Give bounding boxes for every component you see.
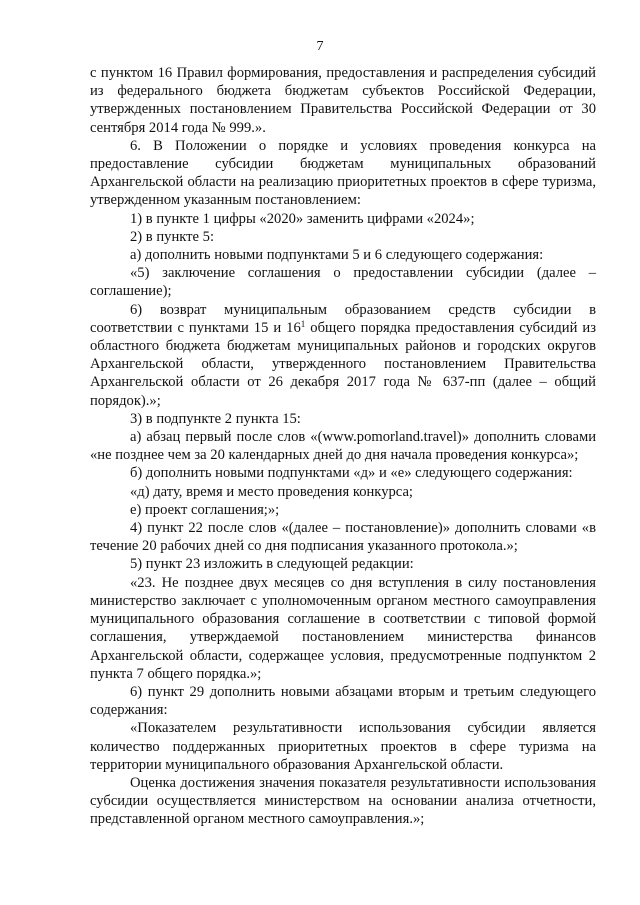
paragraph-subitem-2a: а) дополнить новыми подпунктами 5 и 6 следующего содержания: xyxy=(130,247,544,264)
paragraph-subitem-3b: б) дополнить новыми подпунктами «д» и «е» следующего содержания: xyxy=(130,465,573,482)
paragraph-subitem-1: 1) в пункте 1 цифры «2020» заменить цифрами «2024»; xyxy=(130,210,475,227)
paragraph-continuation: с пунктом 16 Правил формирования, предоставления и распределения субсидий из федерального бюджета бюджетам субъектов Российской Федерации, утвержденных постановлением Правительства Российской Федерации от 30 сентября 2014 года № 999.». xyxy=(90,65,596,136)
paragraph-quote-23: «23. Не позднее двух месяцев со дня вступления в силу постановления министерство заключает с уполномоченным органом местного самоуправления муниципального образования соглашение в соответствии с типовой формой соглашения, утверждаемой постановлением министерства финансов Архангельской области, содержащее условия, предусмотренные подпунктом 2 пункта 7 общего порядка.»; xyxy=(90,574,596,682)
paragraph-quote-e: е) проект соглашения;»; xyxy=(130,501,280,518)
paragraph-item-6: 6. В Положении о порядке и условиях проведения конкурса на предоставление субсидии бюджетам муниципальных образований Архангельской области на реализацию приоритетных проектов в сфере туризма, утвержденном указанным постановлением: xyxy=(90,137,596,209)
paragraph-subitem-2: 2) в пункте 5: xyxy=(130,228,215,245)
superscript-index: 1 xyxy=(300,318,306,329)
paragraph-quote-d: «д) дату, время и место проведения конкурса; xyxy=(130,483,413,500)
paragraph-quote-6 xyxy=(90,301,596,410)
paragraph-subitem-4: 4) пункт 22 после слов «(далее – постановление)» дополнить словами «в течение 20 рабочих дней со дня подписания указанного протокола.»; xyxy=(90,520,596,555)
paragraph-quote-6-text-after: общего порядка предоставления субсидий из областного бюджета бюджетам муниципальных районов и городских округов Архангельской области, утвержденного постановлением Правительства Архангельской области от 26 декабря 2017 года № 637-пп (далее – общий порядок).»; xyxy=(90,319,596,409)
paragraph-quote-6-text-before: 6) возврат муниципальным образованием средств субсидии в соответствии с пунктами 15 и 16 xyxy=(90,301,596,336)
paragraph-quote-indicator: «Показателем результативности использования субсидии является количество поддержанных приоритетных проектов в сфере туризма на территории муниципального образования Архангельской области. xyxy=(90,720,596,773)
paragraph-subitem-5: 5) пункт 23 изложить в следующей редакции: xyxy=(130,556,414,573)
paragraph-quote-evaluation: Оценка достижения значения показателя результативности использования субсидии осуществляется министерством на основании анализа отчетности, представленной органом местного самоуправления.»; xyxy=(90,774,596,828)
paragraph-quote-5: «5) заключение соглашения о предоставлении субсидии (далее – соглашение); xyxy=(90,265,596,300)
paragraph-subitem-3: 3) в подпункте 2 пункта 15: xyxy=(130,410,301,427)
paragraph-subitem-3a: а) абзац первый после слов «(www.pomorland.travel)» дополнить словами «не позднее чем за 20 календарных дней до дня начала проведения конкурса»; xyxy=(90,429,596,464)
page-number: 7 xyxy=(316,39,324,54)
paragraph-subitem-6: 6) пункт 29 дополнить новыми абзацами вторым и третьим следующего содержания: xyxy=(90,683,596,719)
document-body xyxy=(90,64,596,829)
